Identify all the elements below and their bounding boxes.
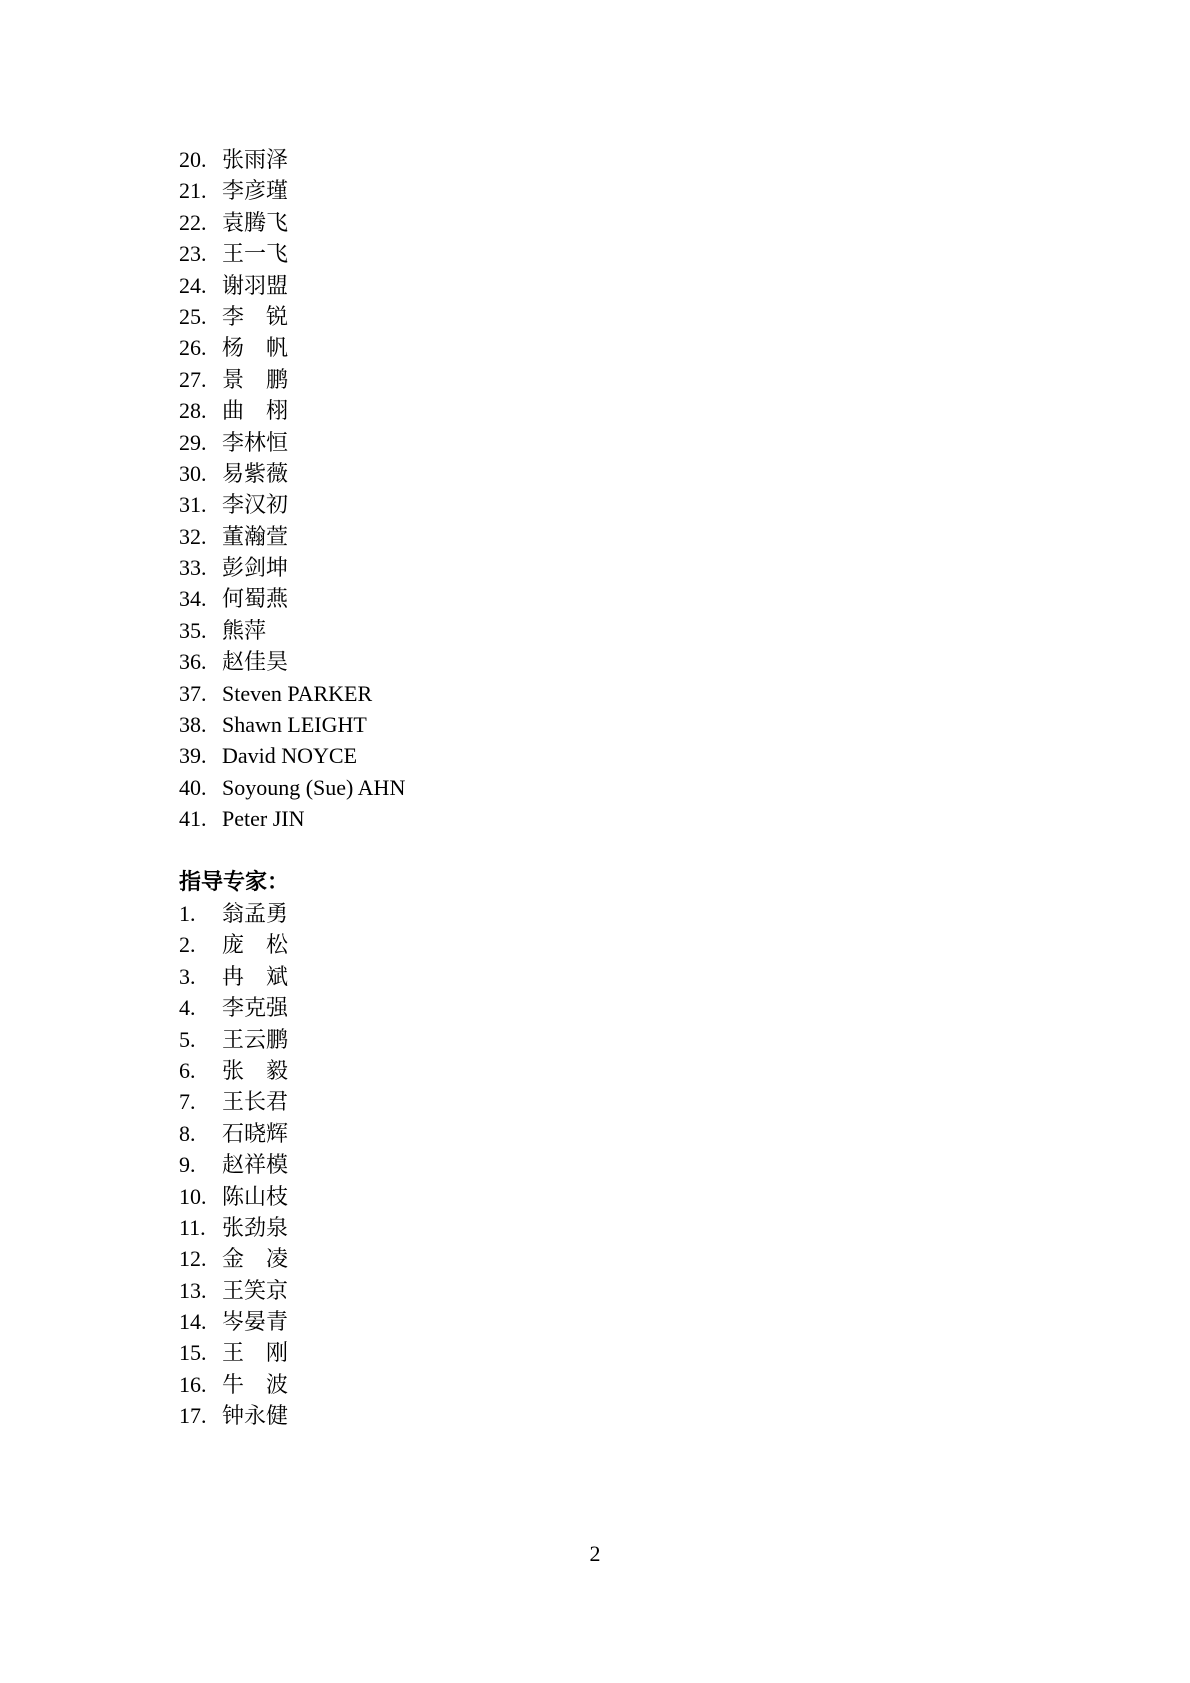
list-item: [179, 1243, 679, 1274]
item-name: 彭剑坤: [222, 555, 289, 581]
item-number: 8.: [179, 1120, 196, 1146]
item-name: 牛 波: [222, 1371, 289, 1397]
item-name: 王长君: [222, 1089, 289, 1115]
item-name: 翁孟勇: [222, 901, 289, 926]
item-number: 29.: [179, 429, 207, 455]
list-item: [179, 395, 679, 426]
item-name: 李克强: [222, 995, 289, 1021]
item-number: 28.: [179, 398, 207, 424]
list-item: [179, 1055, 679, 1086]
item-number: 23.: [179, 241, 207, 267]
list-item: [179, 301, 679, 332]
list-item: [179, 364, 679, 395]
item-name: 曲 栩: [222, 398, 289, 424]
item-name: Shawn LEIGHT: [222, 712, 367, 738]
item-number: 32.: [179, 523, 207, 549]
item-number: 11.: [179, 1214, 206, 1240]
list-item: [179, 615, 679, 646]
list-item: [179, 1306, 679, 1337]
item-name: 熊萍: [222, 617, 267, 643]
list-item: [179, 1400, 679, 1431]
list-item: [179, 144, 679, 175]
list-item: [179, 270, 679, 301]
list-item: [179, 803, 679, 834]
item-name: 杨 帆: [222, 335, 289, 361]
item-number: 40.: [179, 774, 207, 800]
item-name: 钟永健: [222, 1403, 289, 1429]
list-item: [179, 238, 679, 269]
item-name: 王云鹏: [222, 1026, 289, 1052]
item-number: 27.: [179, 366, 207, 392]
item-name: 袁腾飞: [222, 209, 289, 235]
list-item: [179, 898, 679, 929]
item-name: 赵祥模: [222, 1152, 289, 1178]
item-number: 3.: [179, 963, 196, 989]
item-number: 36.: [179, 649, 207, 675]
item-name: 李彦瑾: [222, 178, 289, 204]
item-name: 赵佳昊: [222, 649, 289, 675]
experts-heading: 指导专家：: [179, 869, 290, 894]
item-number: 14.: [179, 1309, 207, 1335]
item-number: 22.: [179, 209, 207, 235]
item-name: 何蜀燕: [222, 586, 289, 612]
list-item: [179, 678, 679, 709]
list-item: [179, 992, 679, 1023]
list-item: [179, 1118, 679, 1149]
item-name: 石晓辉: [222, 1120, 289, 1146]
continued-name-list: [179, 144, 679, 835]
item-name: 李林恒: [222, 429, 289, 455]
item-name: 李汉初: [222, 492, 289, 518]
experts-list: [179, 898, 679, 1432]
item-number: 16.: [179, 1371, 207, 1397]
item-number: 2.: [179, 932, 196, 958]
item-name: 陈山枝: [222, 1183, 289, 1209]
item-number: 24.: [179, 272, 207, 298]
list-item: [179, 1369, 679, 1400]
list-item: [179, 1024, 679, 1055]
item-number: 10.: [179, 1183, 207, 1209]
list-item: [179, 1337, 679, 1368]
item-number: 35.: [179, 617, 207, 643]
item-name: 易紫薇: [222, 460, 289, 486]
page-number: 2: [589, 1541, 601, 1566]
item-number: 25.: [179, 303, 207, 329]
list-item: [179, 709, 679, 740]
item-number: 7.: [179, 1089, 196, 1115]
list-item: [179, 646, 679, 677]
list-item: [179, 552, 679, 583]
item-number: 21.: [179, 178, 207, 204]
item-name: Soyoung (Sue) AHN: [222, 774, 406, 800]
list-item: [179, 583, 679, 614]
item-number: 38.: [179, 712, 207, 738]
item-number: 39.: [179, 743, 207, 769]
list-item: [179, 175, 679, 206]
item-name: 董瀚萱: [222, 523, 289, 549]
list-item: [179, 207, 679, 238]
list-item: [179, 332, 679, 363]
item-number: 37.: [179, 680, 207, 706]
item-name: Steven PARKER: [222, 680, 373, 706]
list-item: [179, 740, 679, 771]
item-name: 庞 松: [222, 932, 289, 958]
item-name: 张雨泽: [222, 147, 289, 172]
item-number: 17.: [179, 1403, 207, 1429]
item-number: 5.: [179, 1026, 196, 1052]
list-item: [179, 1212, 679, 1243]
list-item: [179, 1275, 679, 1306]
item-name: 王 刚: [222, 1340, 289, 1366]
list-item: [179, 929, 679, 960]
item-name: 金 凌: [222, 1246, 289, 1272]
item-name: David NOYCE: [222, 743, 358, 769]
item-number: 1.: [179, 901, 196, 926]
list-item: [179, 1181, 679, 1212]
item-name: 张劲泉: [222, 1214, 289, 1240]
item-name: 李 锐: [222, 303, 289, 329]
item-number: 9.: [179, 1152, 196, 1178]
item-number: 26.: [179, 335, 207, 361]
list-item: [179, 458, 679, 489]
item-number: 31.: [179, 492, 207, 518]
item-name: 王一飞: [222, 241, 289, 267]
item-name: 景 鹏: [222, 366, 289, 392]
item-name: 岑晏青: [222, 1309, 289, 1335]
list-item: [179, 427, 679, 458]
list-item: [179, 521, 679, 552]
item-number: 41.: [179, 806, 207, 832]
item-name: 王笑京: [222, 1277, 289, 1303]
list-item: [179, 489, 679, 520]
item-number: 4.: [179, 995, 196, 1021]
item-number: 20.: [179, 147, 207, 172]
list-item: [179, 772, 679, 803]
item-name: 冉 斌: [222, 963, 289, 989]
list-item: [179, 1086, 679, 1117]
item-number: 6.: [179, 1057, 196, 1083]
item-name: 张 毅: [222, 1057, 289, 1083]
item-number: 15.: [179, 1340, 207, 1366]
list-item: [179, 1149, 679, 1180]
item-number: 12.: [179, 1246, 207, 1272]
item-number: 34.: [179, 586, 207, 612]
item-number: 33.: [179, 555, 207, 581]
list-item: [179, 961, 679, 992]
item-name: 谢羽盟: [222, 272, 289, 298]
item-number: 30.: [179, 460, 207, 486]
item-number: 13.: [179, 1277, 207, 1303]
item-name: Peter JIN: [222, 806, 305, 832]
